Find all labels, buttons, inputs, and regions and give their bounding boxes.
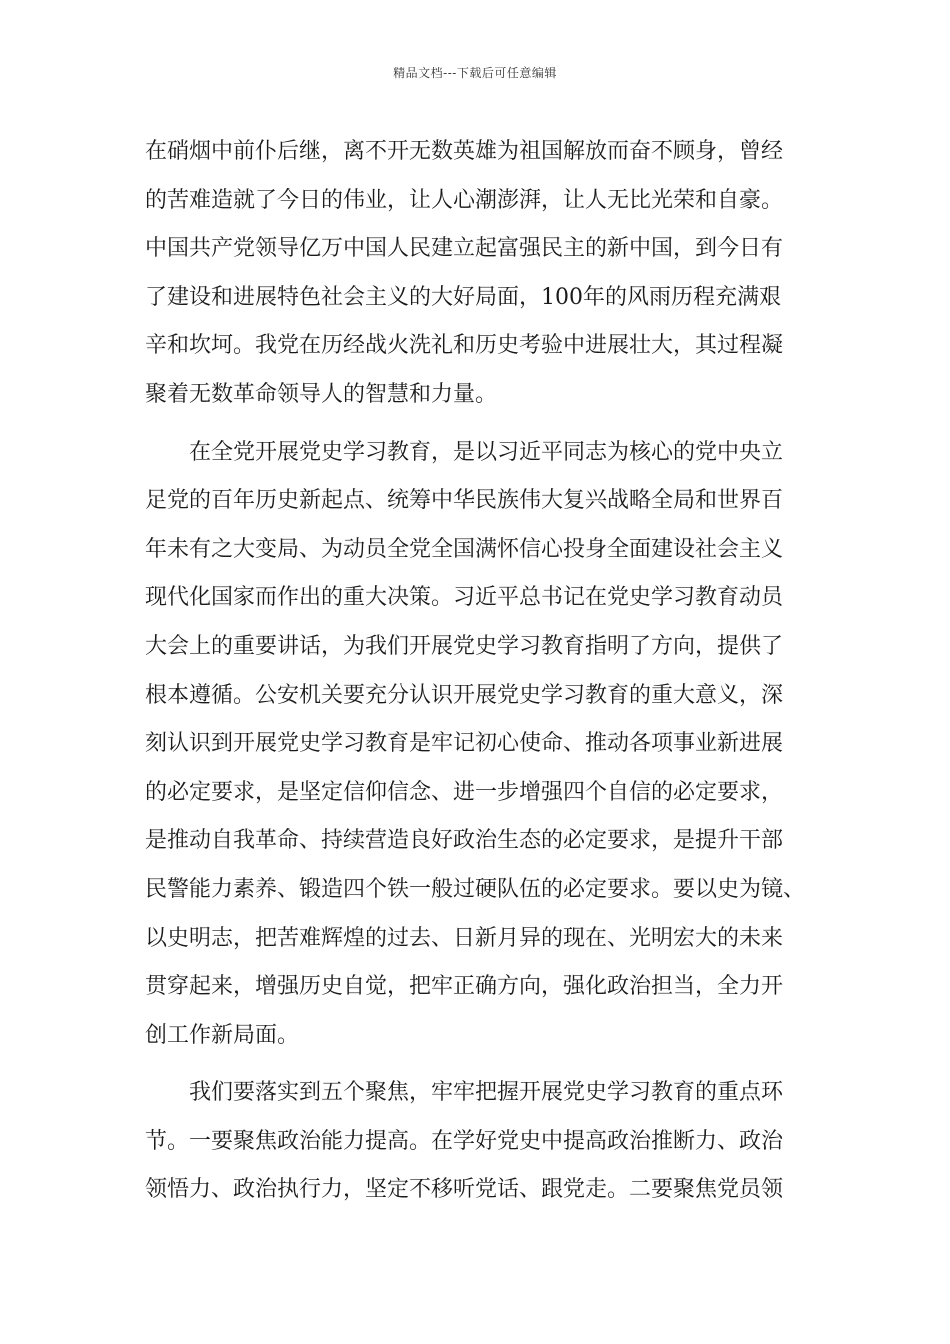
text-line: 年未有之大变局、为动员全党全国满怀信心投身全面建设社会主义 [145,536,784,562]
text-line: 节。一要聚焦政治能力提高。在学好党史中提高政治推断力、政治 [145,1128,784,1154]
text-line: 在全党开展党史学习教育，是以习近平同志为核心的党中央立 [145,439,784,465]
text-line: 我们要落实到五个聚焦，牢牢把握开展党史学习教育的重点环 [145,1080,784,1106]
text-line: 是推动自我革命、持续营造良好政治生态的必定要求，是提升干部 [145,828,784,854]
text-line: 以史明志，把苦难辉煌的过去、日新月异的现在、光明宏大的未来 [145,925,784,951]
text-line: 在硝烟中前仆后继，离不开无数英雄为祖国解放而奋不顾身，曾经 [145,139,784,164]
text-line: 足党的百年历史新起点、统筹中华民族伟大复兴战略全局和世界百 [145,488,784,514]
text-line: 创工作新局面。 [145,1022,300,1048]
text-line: 的必定要求，是坚定信仰信念、进一步增强四个自信的必定要求， [145,779,784,805]
text-line: 刻认识到开展党史学习教育是牢记初心使命、推动各项事业新进展 [145,731,784,757]
text-line: 的苦难造就了今日的伟业，让人心潮澎湃，让人无比光荣和自豪。 [145,187,784,213]
paragraph-gap [145,420,825,429]
text-line: 辛和坎坷。我党在历经战火洗礼和历史考验中进展壮大，其过程凝 [145,333,784,359]
paragraph-gap [145,1060,825,1069]
text-line: 了建设和进展特色社会主义的大好局面，100年的风雨历程充满艰 [145,284,781,310]
text-line: 根本遵循。公安机关要充分认识开展党史学习教育的重大意义，深 [145,682,784,708]
page-header: 精品文档---下载后可任意编辑 [393,66,557,80]
text-line: 大会上的重要讲话，为我们开展党史学习教育指明了方向，提供了 [145,633,784,659]
text-line: 现代化国家而作出的重大决策。习近平总书记在党史学习教育动员 [145,585,784,611]
text-line: 聚着无数革命领导人的智慧和力量。 [145,381,498,407]
text-line: 领悟力、政治执行力，坚定不移听党话、跟党走。二要聚焦党员领 [145,1177,784,1203]
text-line: 贯穿起来，增强历史自觉，把牢正确方向，强化政治担当，全力开 [145,974,784,1000]
text-line: 民警能力素养、锻造四个铁一般过硬队伍的必定要求。要以史为镜、 [145,876,806,902]
text-line: 中国共产党领导亿万中国人民建立起富强民主的新中国，到今日有 [145,236,784,262]
document-body [145,128,825,1215]
